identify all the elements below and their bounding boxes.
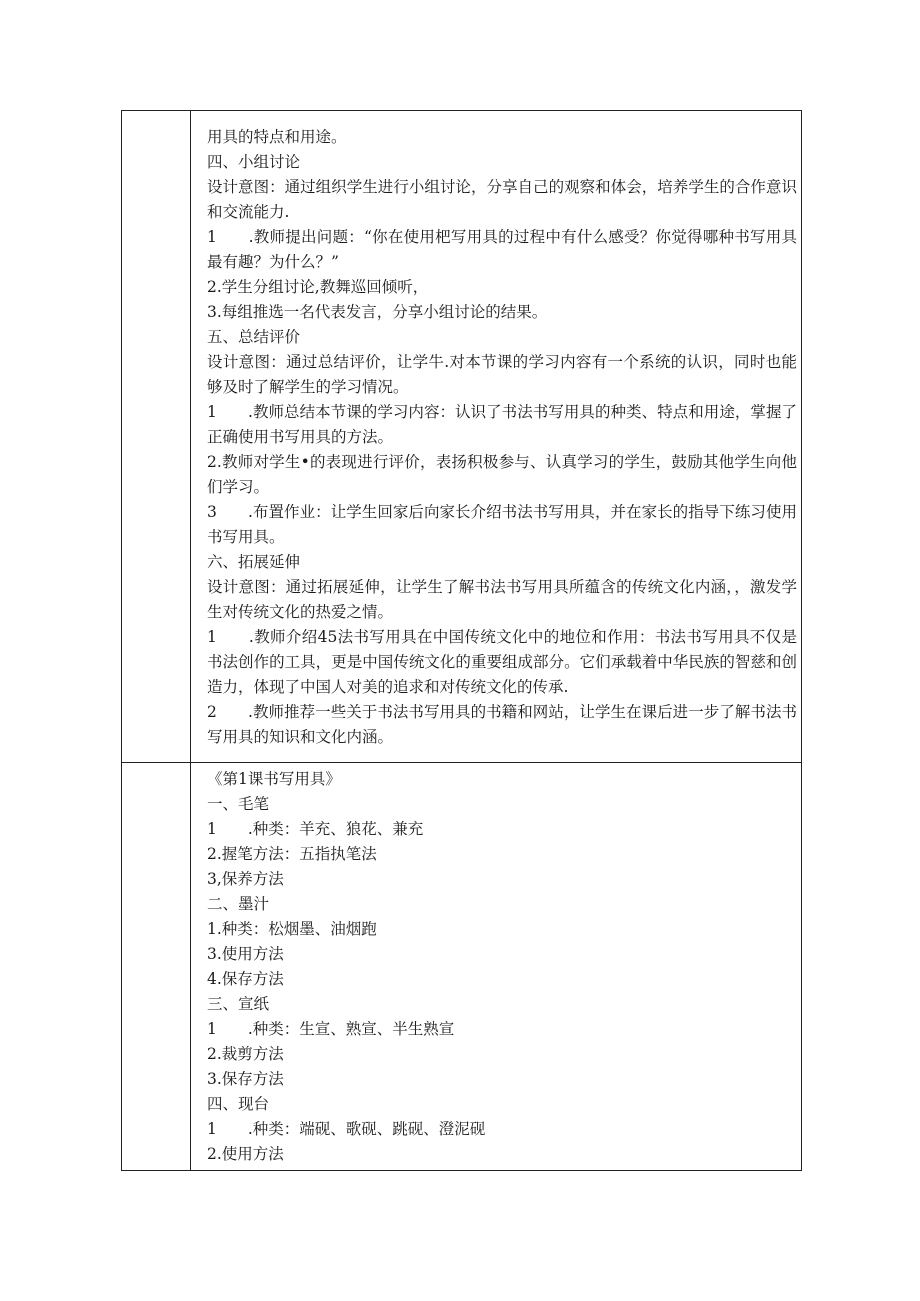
step-item: 3 .布置作业：让学生回家后向家长介绍书法书写用具，并在家长的指导下练习使用书写用具。 xyxy=(207,503,797,546)
section-heading-extension: 六、拓展延伸 xyxy=(207,553,301,571)
step-item: 2 .教师推荐一些关于书法书写用具的书籍和网站，让学生在课后进一步了解书法书写用具的知识和文化内涵。 xyxy=(207,703,797,746)
step-item: 2.学生分组讨论,教舞巡回倾听， xyxy=(207,278,429,296)
board-design-cell xyxy=(191,763,802,1171)
step-item: 2.教师对学生•的表现进行评价，表扬积极参与、认真学习的学生，鼓励其他学生向他们学习。 xyxy=(207,453,797,496)
outline-item: 3.保存方法 xyxy=(207,1070,284,1088)
activities-content xyxy=(191,111,801,750)
outline-item: 2.使用方法 xyxy=(207,1145,284,1163)
section-heading-discussion: 四、小组讨论 xyxy=(207,153,301,171)
lesson-plan-table xyxy=(121,110,802,1171)
outline-item: 2.握笔方法：五指执笔法 xyxy=(207,845,377,863)
board-design-content xyxy=(191,763,801,1167)
step-item: 1 .教师总结本节课的学习内容：认识了书法书写用具的种类、特点和用途，掌握了正确使用书写用具的方法。 xyxy=(207,403,797,446)
table-row-board-design xyxy=(122,763,802,1171)
text-line: 用具的特点和用途。 xyxy=(207,128,347,146)
outline-item: 1 .种类：生宣、熟宣、半生熟宣 xyxy=(207,1020,455,1038)
outline-item: 3.使用方法 xyxy=(207,945,284,963)
outline-item: 1 .种类：端砚、歌砚、跳砚、澄泥砚 xyxy=(207,1120,486,1138)
design-intent: 设计意图：通过拓展延伸，让学生了解书法书写用具所蕴含的传统文化内涵，，激发学生对传统文化的热爱之情。 xyxy=(207,578,797,621)
outline-heading: 四、现台 xyxy=(207,1095,270,1113)
left-label-cell xyxy=(122,111,191,763)
table-row-activities xyxy=(122,111,802,763)
left-label-cell xyxy=(122,763,191,1171)
activities-cell xyxy=(191,111,802,763)
outline-heading: 一、毛笔 xyxy=(207,795,270,813)
outline-heading: 三、宣纸 xyxy=(207,995,270,1013)
board-title: 《第1课书写用具》 xyxy=(207,770,341,788)
outline-item: 1.种类：松烟墨、油烟跑 xyxy=(207,920,377,938)
step-item: 1 .教师介绍45法书写用具在中国传统文化中的地位和作用：书法书写用具不仅是书法创作的工具，更是中国传统文化的重要组成部分。它们承载着中华民族的智慈和创造力，体现了中国人对美的追求和对传统文化的传承. xyxy=(207,628,797,696)
design-intent: 设计意图：通过组织学生进行小组讨论，分享自己的观察和体会，培养学生的合作意识和交流能力. xyxy=(207,178,797,221)
outline-item: 2.裁剪方法 xyxy=(207,1045,284,1063)
section-heading-summary: 五、总结评价 xyxy=(207,328,301,346)
step-item: 1 .教师提出问题：“你在使用杷写用具的过程中有什么感受？你觉得哪种书写用具最有趣？为什么？” xyxy=(207,228,797,271)
outline-item: 1 .种类：羊充、狼花、兼充 xyxy=(207,820,424,838)
outline-item: 3,保养方法 xyxy=(207,870,284,888)
outline-item: 4.保存方法 xyxy=(207,970,284,988)
step-item: 3.每组推选一名代表发言，分享小组讨论的结果。 xyxy=(207,303,548,321)
design-intent: 设计意图：通过总结评价，让学牛.对本节课的学习内容有一个系统的认识，同时也能够及时了解学生的学习情况。 xyxy=(207,353,797,396)
outline-heading: 二、墨汁 xyxy=(207,895,270,913)
